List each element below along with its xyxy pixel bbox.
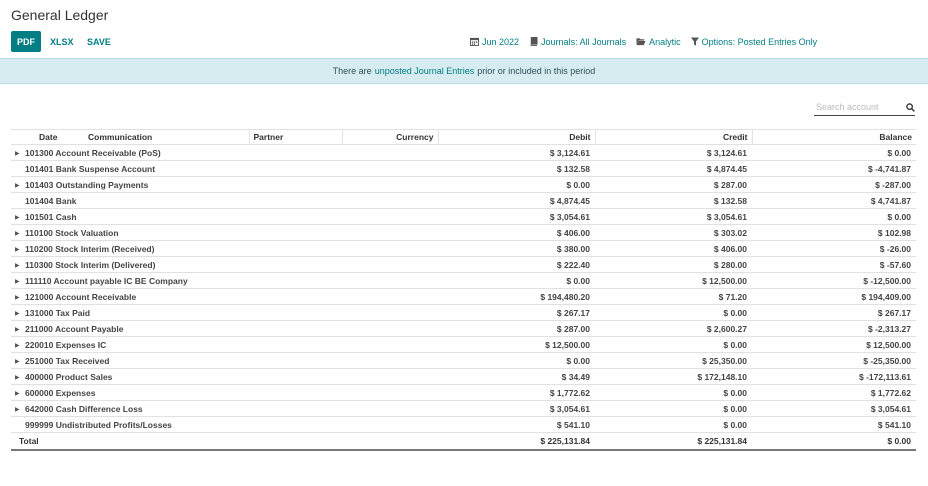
- account-credit: $ 406.00: [595, 241, 752, 257]
- account-name: 600000 Expenses: [25, 387, 96, 398]
- account-balance: $ 0.00: [752, 145, 916, 161]
- caret-right-icon[interactable]: ▶: [15, 342, 20, 349]
- account-cell: [11, 241, 438, 257]
- alert-suffix: prior or included in this period: [477, 66, 596, 76]
- account-row[interactable]: [11, 353, 916, 369]
- account-name: 101300 Account Receivable (PoS): [25, 147, 161, 158]
- caret-right-icon[interactable]: ▶: [15, 230, 20, 237]
- caret-right-icon[interactable]: ▶: [15, 390, 20, 397]
- account-debit: $ 287.00: [438, 321, 595, 337]
- account-row[interactable]: [11, 337, 916, 353]
- account-credit: $ 25,350.00: [595, 353, 752, 369]
- account-cell: [11, 273, 438, 289]
- account-name: 642000 Cash Difference Loss: [25, 403, 143, 414]
- account-cell: [11, 145, 438, 161]
- account-cell: [11, 369, 438, 385]
- journals-filter-label: Journals: All Journals: [541, 36, 627, 47]
- account-cell: [11, 417, 438, 433]
- account-debit: $ 4,874.45: [438, 193, 595, 209]
- account-debit: $ 541.10: [438, 417, 595, 433]
- account-row[interactable]: [11, 369, 916, 385]
- save-button[interactable]: SAVE: [87, 36, 111, 47]
- caret-right-icon[interactable]: ▶: [15, 246, 20, 253]
- account-name: 110200 Stock Interim (Received): [25, 243, 155, 254]
- account-row[interactable]: [11, 305, 916, 321]
- account-cell: [11, 289, 438, 305]
- options-filter[interactable]: [691, 37, 818, 47]
- page-title: General Ledger: [11, 7, 109, 23]
- caret-right-icon[interactable]: ▶: [15, 358, 20, 365]
- date-filter[interactable]: [470, 37, 519, 47]
- account-credit: $ 3,124.61: [595, 145, 752, 161]
- account-row[interactable]: [11, 385, 916, 401]
- column-header-date[interactable]: Date: [11, 130, 84, 145]
- account-name: 111110 Account payable IC BE Company: [25, 275, 188, 286]
- total-label: Total: [11, 433, 438, 450]
- account-debit: $ 3,054.61: [438, 209, 595, 225]
- account-name: 121000 Account Receivable: [25, 291, 137, 302]
- account-name: 101404 Bank: [25, 195, 77, 206]
- account-cell: [11, 177, 438, 193]
- account-cell: [11, 337, 438, 353]
- account-name: 999999 Undistributed Profits/Losses: [25, 419, 172, 430]
- account-row[interactable]: [11, 209, 916, 225]
- account-debit: $ 222.40: [438, 257, 595, 273]
- account-name: 101401 Bank Suspense Account: [25, 163, 156, 174]
- column-header-balance[interactable]: Balance: [752, 130, 916, 145]
- account-credit: $ 0.00: [595, 401, 752, 417]
- account-name: 101403 Outstanding Payments: [25, 179, 149, 190]
- date-filter-label: Jun 2022: [482, 36, 520, 47]
- total-credit: $ 225,131.84: [595, 433, 752, 450]
- account-row[interactable]: [11, 289, 916, 305]
- analytic-filter-label: Analytic: [649, 36, 681, 47]
- account-name: 251000 Tax Received: [25, 355, 110, 366]
- filter-bar: [470, 31, 817, 52]
- journals-filter[interactable]: [529, 37, 626, 47]
- account-credit: $ 132.58: [595, 193, 752, 209]
- account-credit: $ 0.00: [595, 385, 752, 401]
- account-balance: $ 267.17: [752, 305, 916, 321]
- account-credit: $ 303.02: [595, 225, 752, 241]
- total-balance: $ 0.00: [752, 433, 916, 450]
- account-row[interactable]: [11, 321, 916, 337]
- search-input[interactable]: [814, 102, 894, 112]
- account-credit: $ 4,874.45: [595, 161, 752, 177]
- caret-right-icon[interactable]: ▶: [15, 406, 20, 413]
- account-debit: $ 0.00: [438, 177, 595, 193]
- account-name: 400000 Product Sales: [25, 371, 113, 382]
- caret-right-icon[interactable]: ▶: [15, 310, 20, 317]
- caret-right-icon[interactable]: ▶: [15, 262, 20, 269]
- account-row: [11, 417, 916, 433]
- account-cell: [11, 321, 438, 337]
- account-debit: $ 3,054.61: [438, 401, 595, 417]
- unposted-entries-link[interactable]: unposted Journal Entries: [374, 66, 475, 76]
- account-row[interactable]: [11, 145, 916, 161]
- funnel-icon: [691, 37, 699, 46]
- pdf-button[interactable]: PDF: [11, 31, 41, 52]
- account-balance: $ 4,741.87: [752, 193, 916, 209]
- search-icon[interactable]: [906, 103, 915, 112]
- account-row[interactable]: [11, 401, 916, 417]
- column-header-communication[interactable]: Communication: [84, 130, 249, 145]
- account-balance: $ -2,313.27: [752, 321, 916, 337]
- account-balance: $ 3,054.61: [752, 401, 916, 417]
- account-name: 211000 Account Payable: [25, 323, 124, 334]
- account-debit: $ 12,500.00: [438, 337, 595, 353]
- account-cell: [11, 353, 438, 369]
- account-cell: [11, 257, 438, 273]
- account-credit: $ 287.00: [595, 177, 752, 193]
- account-debit: $ 1,772.62: [438, 385, 595, 401]
- account-debit: $ 0.00: [438, 273, 595, 289]
- book-icon: [529, 37, 538, 46]
- account-credit: $ 71.20: [595, 289, 752, 305]
- total-debit: $ 225,131.84: [438, 433, 595, 450]
- account-balance: $ -25,350.00: [752, 353, 916, 369]
- account-cell: [11, 225, 438, 241]
- account-debit: $ 132.58: [438, 161, 595, 177]
- account-debit: $ 3,124.61: [438, 145, 595, 161]
- account-balance: $ -26.00: [752, 241, 916, 257]
- total-row: [11, 433, 916, 450]
- account-balance: $ 0.00: [752, 209, 916, 225]
- account-row: [11, 161, 916, 177]
- calendar-icon: [470, 37, 479, 46]
- account-balance: $ 541.10: [752, 417, 916, 433]
- alert-prefix: There are: [332, 66, 372, 76]
- account-balance: $ -12,500.00: [752, 273, 916, 289]
- account-row[interactable]: [11, 225, 916, 241]
- folder-open-icon: [636, 37, 646, 46]
- analytic-filter[interactable]: [636, 37, 681, 47]
- column-header-partner[interactable]: Partner: [249, 130, 342, 145]
- column-header-credit[interactable]: Credit: [595, 130, 752, 145]
- account-cell: [11, 305, 438, 321]
- column-header-currency[interactable]: Currency: [342, 130, 438, 145]
- account-row: [11, 193, 916, 209]
- account-balance: $ -57.60: [752, 257, 916, 273]
- account-debit: $ 406.00: [438, 225, 595, 241]
- account-cell: [11, 209, 438, 225]
- options-filter-label: Options: Posted Entries Only: [701, 36, 818, 47]
- account-balance: $ -287.00: [752, 177, 916, 193]
- xlsx-button[interactable]: XLSX: [50, 36, 74, 47]
- caret-right-icon[interactable]: ▶: [15, 182, 20, 189]
- account-balance: $ 102.98: [752, 225, 916, 241]
- caret-right-icon[interactable]: ▶: [15, 374, 20, 381]
- column-header-debit[interactable]: Debit: [438, 130, 595, 145]
- account-balance: $ -4,741.87: [752, 161, 916, 177]
- account-credit: $ 2,600.27: [595, 321, 752, 337]
- account-credit: $ 0.00: [595, 417, 752, 433]
- general-ledger-table: [11, 129, 916, 451]
- unposted-entries-alert: [0, 58, 928, 84]
- account-debit: $ 0.00: [438, 353, 595, 369]
- account-debit: $ 267.17: [438, 305, 595, 321]
- caret-right-icon[interactable]: ▶: [15, 326, 20, 333]
- account-cell: [11, 161, 438, 177]
- caret-right-icon[interactable]: ▶: [15, 150, 20, 157]
- account-balance: $ 12,500.00: [752, 337, 916, 353]
- account-row[interactable]: [11, 241, 916, 257]
- account-name: 110100 Stock Valuation: [25, 227, 119, 238]
- account-cell: [11, 385, 438, 401]
- account-cell: [11, 193, 438, 209]
- account-credit: $ 3,054.61: [595, 209, 752, 225]
- account-balance: $ 1,772.62: [752, 385, 916, 401]
- account-row[interactable]: [11, 273, 916, 289]
- account-credit: $ 0.00: [595, 305, 752, 321]
- account-row[interactable]: [11, 257, 916, 273]
- account-cell: [11, 401, 438, 417]
- account-name: 220010 Expenses IC: [25, 339, 107, 350]
- account-debit: $ 194,480.20: [438, 289, 595, 305]
- account-credit: $ 280.00: [595, 257, 752, 273]
- caret-right-icon[interactable]: ▶: [15, 214, 20, 221]
- account-debit: $ 34.49: [438, 369, 595, 385]
- account-credit: $ 172,148.10: [595, 369, 752, 385]
- account-name: 101501 Cash: [25, 211, 77, 222]
- caret-right-icon[interactable]: ▶: [15, 294, 20, 301]
- account-row[interactable]: [11, 177, 916, 193]
- account-debit: $ 380.00: [438, 241, 595, 257]
- account-search: [814, 99, 915, 116]
- account-balance: $ -172,113.61: [752, 369, 916, 385]
- account-credit: $ 0.00: [595, 337, 752, 353]
- caret-right-icon[interactable]: ▶: [15, 278, 20, 285]
- account-name: 110300 Stock Interim (Delivered): [25, 259, 156, 270]
- account-name: 131000 Tax Paid: [25, 307, 91, 318]
- table-header-row: [11, 130, 916, 145]
- account-balance: $ 194,409.00: [752, 289, 916, 305]
- account-credit: $ 12,500.00: [595, 273, 752, 289]
